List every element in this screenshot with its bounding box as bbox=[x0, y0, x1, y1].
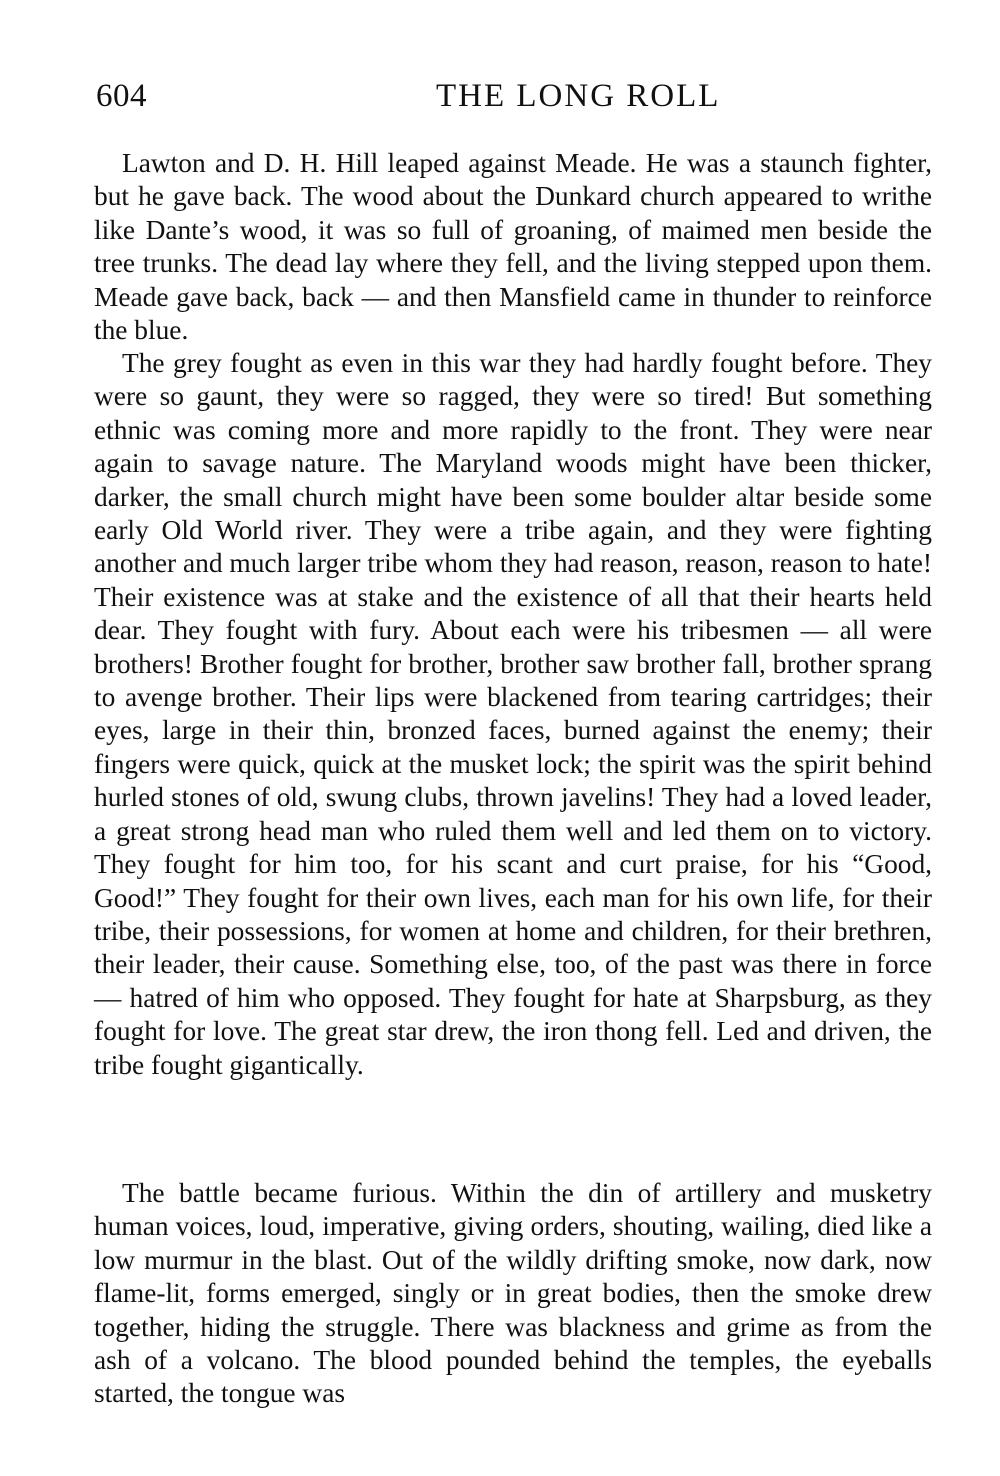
paragraph-1: Lawton and D. H. Hill leaped against Meade. He was a staunch fighter, but he gave back. The wood about the Dunkard church appeared to writhe like Dante’s wood, it was so full of groaning, of maimed men beside the tree trunks. The dead lay where they fell, and the living stepped upon them. Meade gave back, back — and then Mansfield came in thunder to reinforce the blue. bbox=[94, 148, 932, 346]
paragraph-3: The battle became furious. Within the din of artillery and musketry human voices, loud, imperative, giving orders, shouting, wailing, died like a low murmur in the blast. Out of the wildly drifting smoke, now dark, now flame-lit, forms emerged, singly or in great bodies, then the smoke drew together, hiding the struggle. There was blackness and grime as from the ash of a volcano. The blood pounded behind the temples, the eyeballs started, the tongue was bbox=[94, 1178, 932, 1409]
running-title: THE LONG ROLL bbox=[436, 78, 721, 114]
paragraph-2: The grey fought as even in this war they had hardly fought before. They were so gaunt, they were so ragged, they were so tired! But something ethnic was coming more and more rapidly to the front. They were near again to savage nature. The Maryland woods might have been thicker, darker, the small church might have been some boulder altar beside some early Old World river. They were a tribe again, and they were fighting another and much larger tribe whom they had reason, reason, reason to hate! Their existence was at stake and the existence of all that their hearts held dear. They fought with fury. About each were his tribesmen — all were brothers! Brother fought for brother, brother saw brother fall, brother sprang to avenge brother. Their lips were blackened from tearing cartridges; their eyes, large in their thin, bronzed faces, burned against the enemy; their fingers were quick, quick at the musket lock; the spirit was the spirit behind hurled stones of old, swung clubs, thrown javelins! They had a loved leader, a great strong head man who ruled them well and led them on to victory. They fought for him too, for his scant and curt praise, for his “Good, Good!” They fought for their own lives, each man for his own life, for their tribe, their possessions, for women at home and children, for their brethren, their leader, their cause. Something else, too, of the past was there in force — hatred of him who opposed. They fought for hate at Sharpsburg, as they fought for love. The great star drew, the iron thong fell. Led and driven, the tribe fought gigantically. bbox=[94, 348, 932, 1080]
page-number: 604 bbox=[96, 78, 147, 114]
page-header bbox=[96, 78, 932, 128]
